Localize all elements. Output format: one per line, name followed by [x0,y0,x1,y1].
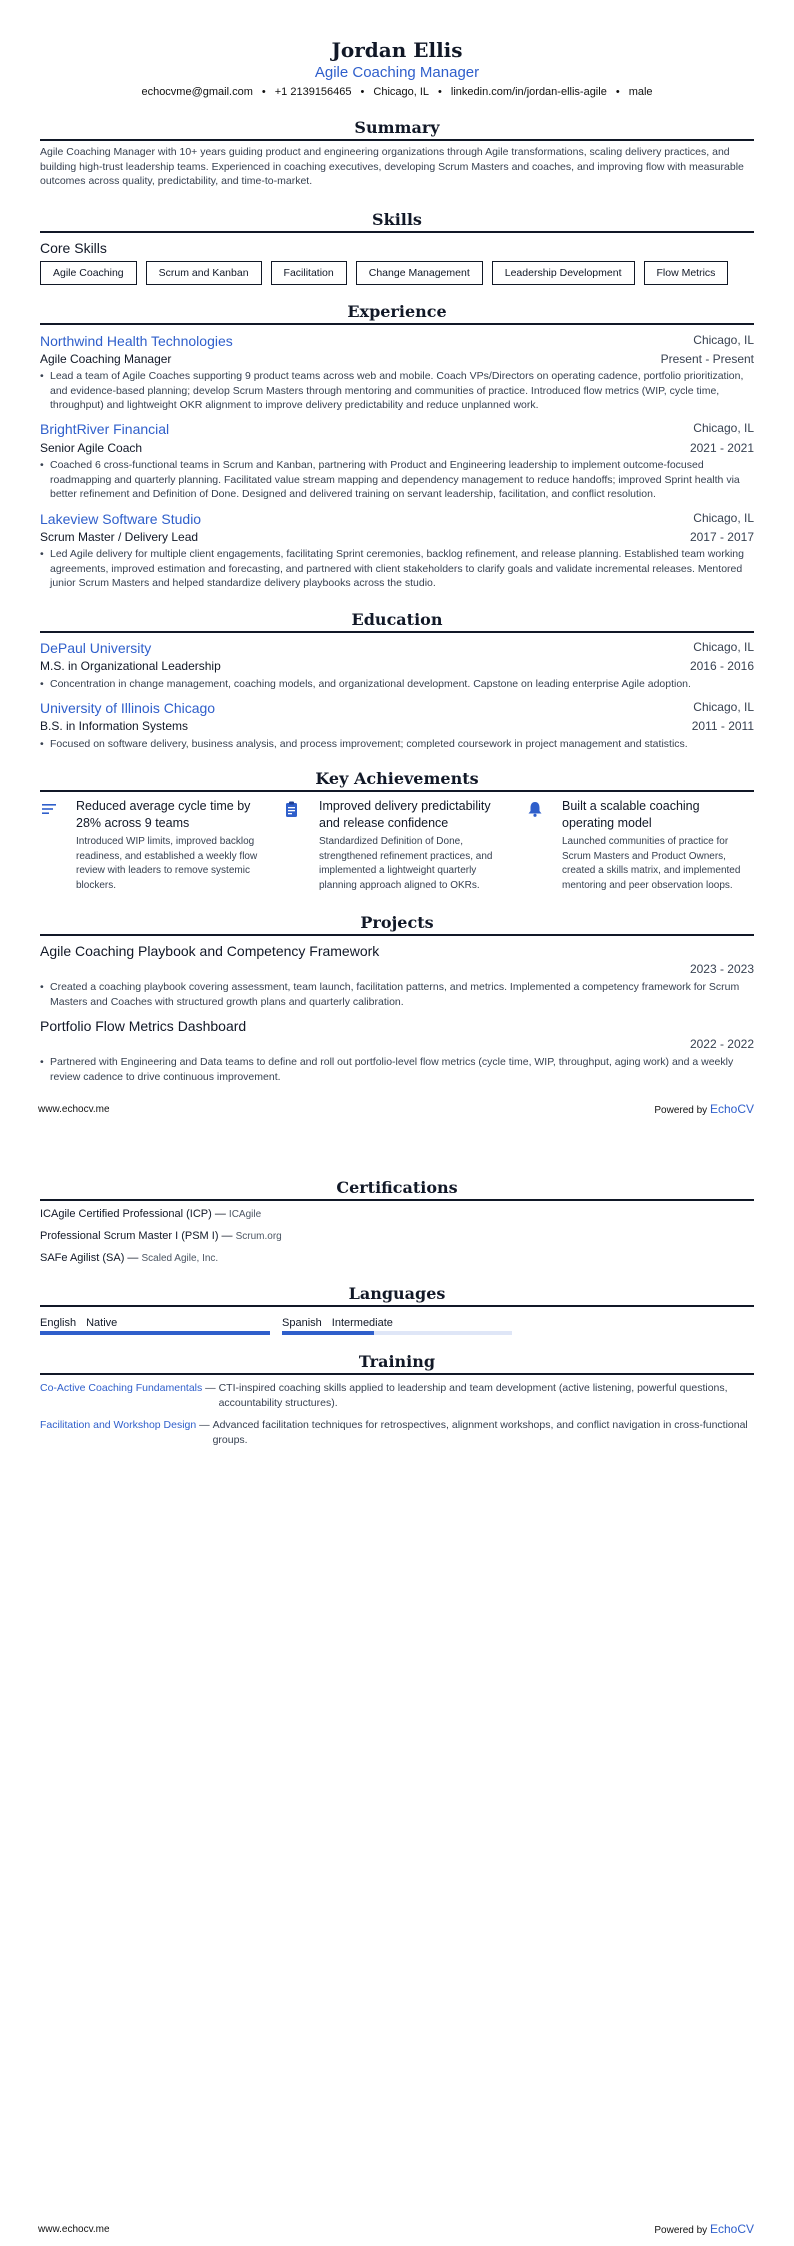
skill-chip: Leadership Development [492,261,635,285]
project-title: Agile Coaching Playbook and Competency Framework [40,943,380,959]
skill-chip: Change Management [356,261,483,285]
linkedin-link[interactable]: linkedin.com/in/jordan-ellis-agile [450,86,607,98]
experience-bullet: • Led Agile delivery for multiple client engagements, facilitating Sprint ceremonies, backlog refinement, and release planning. Established team working agreements, improved estimation and forecasting, and partnered with client stakeholders to clarify goals and validate incremental releases. Mentored junior Scrum Masters and helped standardize delivery playbooks across the studio. [40,548,744,589]
skills-list [40,261,754,285]
company-name: BrightRiver Financial [40,421,170,437]
training-desc: CTI-inspired coaching skills applied to leadership and team development (active listening, powerful questions, accountability structures). [218,1382,728,1409]
school-name: University of Illinois Chicago [40,700,216,716]
language-item [40,1313,270,1331]
certifications-heading: Certifications [336,1178,458,1197]
experience-entry-header [40,511,754,527]
education-divider [40,631,754,633]
skills-divider [40,231,754,233]
language-level: Intermediate [331,1317,393,1329]
company-location: Chicago, IL [693,421,754,435]
project-bullet: • Created a coaching playbook covering assessment, team launch, facilitation patterns, and metrics. Implemented a competency framework for Scrum Masters and Coaches with structured growth plans and quarterly calibration. [40,981,740,1008]
language-proficiency-bar [282,1331,512,1335]
school-location: Chicago, IL [693,640,754,654]
job-dates: 2021 - 2021 [689,441,754,455]
language-name: Spanish [282,1317,322,1329]
language-name: English [40,1317,77,1329]
language-proficiency-bar [40,1331,270,1335]
core-skills-title: Core Skills [40,240,107,256]
location: Chicago, IL [373,86,430,98]
experience-bullet: • Coached 6 cross-functional teams in Scrum and Kanban, partnering with Product and Engineering leadership to implement outcome-focused roadmapping and quarterly planning. Facilitated value stream mapping and dependency management to reduce handoffs; improved Sprint health via better refinement and Definition of Done. Designed and delivered training on servant leadership, facilitation, and conflict resolution. [40,459,740,500]
job-title: Scrum Master / Delivery Lead [40,530,199,544]
job-title: Agile Coaching Manager [40,352,172,366]
contact-line: echocvme@gmail.com • +1 2139156465 • Chicago, IL • linkedin.com/in/jordan-ellis-agile • male [141,86,653,98]
achievement-desc: Launched communities of practice for Scrum Masters and Product Owners, created a skills matrix, and implemented mentoring and peer observation loops. [562,836,741,891]
skill-chip: Scrum and Kanban [146,261,262,285]
achievement-title: Improved delivery predictability and release confidence [319,799,491,830]
experience-role-row [40,352,754,366]
projects-heading: Projects [360,913,434,932]
footer-powered: Powered by EchoCV [654,2222,754,2236]
education-heading: Education [351,610,443,629]
achievements-divider [40,790,754,792]
experience-bullet: • Lead a team of Agile Coaches supporting 9 product teams across web and mobile. Coach VPs/Directors on operating cadence, portfolio prioritization, and evidence-based planning; develop Scrum Masters through mentoring and communities of practice. Introduced flow metrics (WIP, cycle time, throughput) and lightweight OKR alignment to improve delivery predictability and reduce unplanned work. [40,370,744,411]
certifications-divider [40,1199,754,1201]
training-heading: Training [358,1352,436,1371]
training-desc: Advanced facilitation techniques for retrospectives, alignment workshops, and conflict navigation in cross-functional groups. [212,1419,748,1446]
job-title: Senior Agile Coach [40,441,143,455]
project-bullet: • Partnered with Engineering and Data teams to define and roll out portfolio-level flow metrics (cycle time, WIP, throughput, aging work) and a weekly review cadence to drive continuous improvement. [40,1056,734,1083]
clipboard-icon [283,800,301,818]
school-location: Chicago, IL [693,700,754,714]
education-degree-row [40,659,754,673]
experience-entry-header [40,421,754,437]
education-bullet: • Concentration in change management, coaching models, and organizational development. Capstone on leading enterprise Agile adoption. [40,678,691,690]
certification-item: Professional Scrum Master I (PSM I) — Scrum.org [40,1230,282,1242]
email-link[interactable]: echocvme@gmail.com [141,86,253,98]
school-name: DePaul University [40,640,152,656]
summary-heading: Summary [354,118,440,137]
lines-icon [40,800,58,818]
training-name: Co-Active Coaching Fundamentals [40,1382,203,1394]
education-degree-row [40,719,754,733]
footer-website[interactable]: www.echocv.me [38,2224,110,2235]
projects-divider [40,934,754,936]
experience-heading: Experience [347,302,447,321]
training-item: Facilitation and Workshop Design — Advanced facilitation techniques for retrospectives, alignment workshops, and conflict navigation in cross-functional groups. [40,1418,754,1447]
footer-powered: Powered by EchoCV [654,1102,754,1116]
achievement-desc: Introduced WIP limits, improved backlog readiness, and established a weekly flow review with leaders to remove systemic blockers. [76,836,258,891]
job-dates: 2017 - 2017 [689,530,754,544]
brand-logo: EchoCV [709,1102,754,1116]
company-location: Chicago, IL [693,511,754,525]
experience-role-row [40,530,754,544]
language-proficiency-fill [282,1331,374,1335]
education-entry-header [40,700,754,716]
education-entry-header [40,640,754,656]
degree: B.S. in Information Systems [40,719,189,733]
language-proficiency-fill [40,1331,270,1335]
education-bullet: • Focused on software delivery, business analysis, and process improvement; completed coursework in project management and statistics. [40,738,688,750]
education-dates: 2011 - 2011 [691,719,754,733]
candidate-name: Jordan Ellis [331,38,463,62]
project-title: Portfolio Flow Metrics Dashboard [40,1018,247,1034]
languages-heading: Languages [348,1284,446,1303]
skill-chip: Facilitation [271,261,347,285]
company-location: Chicago, IL [693,333,754,347]
gender: male [628,86,653,98]
language-level: Native [86,1317,118,1329]
brand-logo: EchoCV [709,2222,754,2236]
project-dates: 2022 - 2022 [689,1037,754,1051]
job-dates: Present - Present [660,352,754,366]
skill-chip: Agile Coaching [40,261,137,285]
footer-website[interactable]: www.echocv.me [38,1104,110,1115]
certification-item: ICAgile Certified Professional (ICP) — ICAgile [40,1208,262,1220]
achievement-title: Reduced average cycle time by 28% across 9 teams [76,799,251,830]
phone: +1 2139156465 [274,86,352,98]
achievement-desc: Standardized Definition of Done, strengthened refinement practices, and implemented a lightweight quarterly planning approach aligned to OKRs. [319,836,493,891]
skill-chip: Flow Metrics [644,261,729,285]
project-dates: 2023 - 2023 [689,962,754,976]
degree: M.S. in Organizational Leadership [40,659,221,673]
candidate-title: Agile Coaching Manager [314,64,480,81]
experience-entry-header [40,333,754,349]
skills-heading: Skills [372,210,422,229]
certification-item: SAFe Agilist (SA) — Scaled Agile, Inc. [40,1252,219,1264]
experience-divider [40,323,754,325]
company-name: Northwind Health Technologies [40,333,233,349]
summary-divider [40,139,754,141]
training-name: Facilitation and Workshop Design [40,1419,197,1431]
company-name: Lakeview Software Studio [40,511,202,527]
summary-text: Agile Coaching Manager with 10+ years guiding product and engineering organizations through Agile transformations, scaling delivery practices, and building high-trust leadership teams. Experienced in coaching executives, developing Scrum Masters and coaches, and improving flow with measurable outcomes across quality, predictability, and time-to-market. [40,146,744,187]
achievement-title: Built a scalable coaching operating model [562,799,700,830]
training-divider [40,1373,754,1375]
language-item [282,1313,512,1331]
experience-role-row [40,441,754,455]
bell-icon [526,800,544,818]
achievements-heading: Key Achievements [315,769,479,788]
education-dates: 2016 - 2016 [689,659,754,673]
languages-divider [40,1305,754,1307]
training-item: Co-Active Coaching Fundamentals — CTI-inspired coaching skills applied to leadership and team development (active listening, powerful questions, accountability structures). [40,1381,754,1410]
